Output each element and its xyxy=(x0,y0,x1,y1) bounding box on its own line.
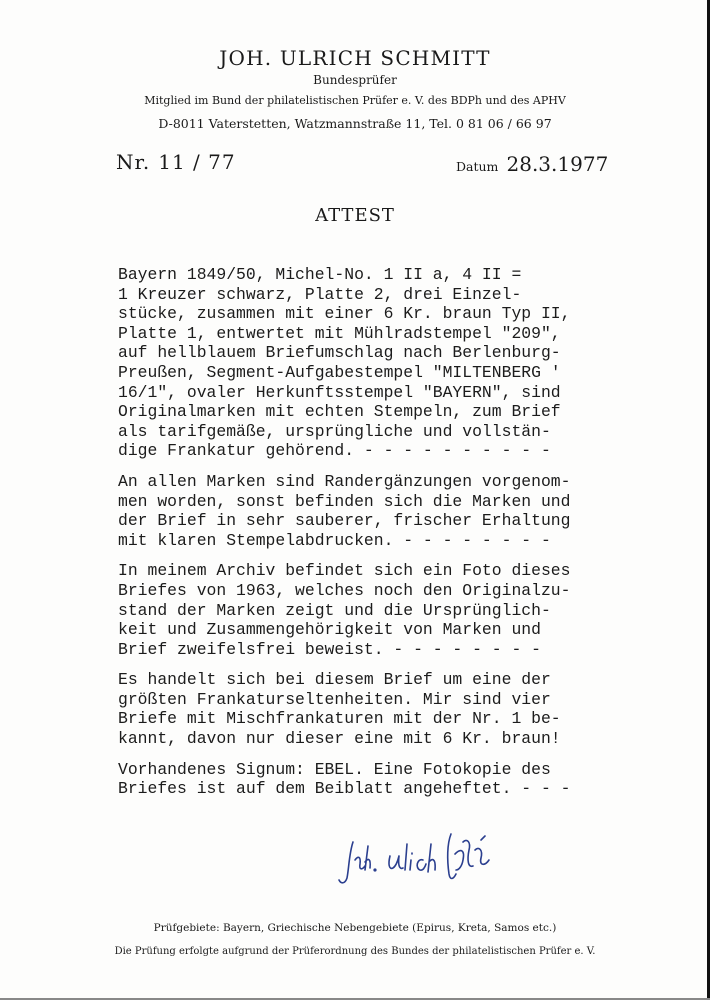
attest-line: Vorhandenes Signum: EBEL. Eine Fotokopie des xyxy=(118,759,551,779)
date-value: 28.3.1977 xyxy=(506,152,609,176)
attest-line: Preußen, Segment-Aufgabestempel "MILTENBERG ' xyxy=(118,362,561,382)
attest-body xyxy=(118,265,698,810)
handwritten-signature xyxy=(335,820,505,890)
attest-line: dige Frankatur gehörend. - - - - - - - - - - xyxy=(118,441,551,461)
certificate-date xyxy=(456,152,608,176)
attest-line: In meinem Archiv befindet sich ein Foto dieses xyxy=(118,561,571,581)
attest-line: 1 Kreuzer schwarz, Platte 2, drei Einzel- xyxy=(118,284,522,304)
issuer-name: JOH. ULRICH SCHMITT xyxy=(219,46,491,70)
certificate-number xyxy=(116,150,236,174)
attest-paragraph xyxy=(118,472,698,550)
attest-line: Brief zweifelsfrei beweist. - - - - - - - - xyxy=(118,639,541,659)
attest-paragraph xyxy=(118,265,698,461)
date-label: Datum xyxy=(456,159,499,174)
issuer-role: Bundesprüfer xyxy=(313,73,397,87)
attest-line: Bayern 1849/50, Michel-No. 1 II a, 4 II = xyxy=(118,265,522,284)
attest-line: Originalmarken mit echten Stempeln, zum Brief xyxy=(118,402,561,422)
attest-paragraph xyxy=(118,760,698,799)
issuer-membership: Mitglied im Bund der philatelistischen Prüfer e. V. des BDPh und des APHV xyxy=(144,94,566,107)
attest-line: als tarifgemäße, ursprüngliche und vollstän- xyxy=(118,421,551,441)
attest-line: Briefe mit Mischfrankaturen mit der Nr. 1 be- xyxy=(118,709,561,729)
attest-paragraph xyxy=(118,561,698,659)
attest-line: stand der Marken zeigt und die Ursprünglich- xyxy=(118,600,551,620)
certificate-number-value: 11 / 77 xyxy=(158,150,236,174)
attest-paragraph xyxy=(118,670,698,748)
attest-line: kannt, davon nur dieser eine mit 6 Kr. braun! xyxy=(118,729,561,749)
attest-line: größten Frankaturseltenheiten. Mir sind vier xyxy=(118,689,551,709)
document-title: ATTEST xyxy=(315,205,395,226)
attest-line: men worden, sonst befinden sich die Marken und xyxy=(118,491,571,511)
certificate-number-label: Nr. xyxy=(116,150,151,174)
attest-line: Briefes ist auf dem Beiblatt angeheftet. - - - xyxy=(118,779,571,799)
attest-line: mit klaren Stempelabdrucken. - - - - - - - - xyxy=(118,530,551,550)
footer-regulation: Die Prüfung erfolgte aufgrund der Prüferordnung des Bundes der philatelistischen Prüfer e. V. xyxy=(114,946,596,957)
footer-test-areas: Prüfgebiete: Bayern, Griechische Nebengebiete (Epirus, Kreta, Samos etc.) xyxy=(153,922,557,934)
attest-line: Platte 1, entwertet mit Mühlradstempel "209", xyxy=(118,323,561,343)
attest-line: An allen Marken sind Randergänzungen vorgenom- xyxy=(118,471,571,491)
attest-line: 16/1", ovaler Herkunftsstempel "BAYERN", sind xyxy=(118,382,561,402)
attest-line: stücke, zusammen mit einer 6 Kr. braun Typ II, xyxy=(118,304,571,324)
attest-line: auf hellblauem Briefumschlag nach Berlenburg- xyxy=(118,343,561,363)
attest-line: der Brief in sehr sauberer, frischer Erhaltung xyxy=(118,511,571,531)
attest-line: Briefes von 1963, welches noch den Originalzu- xyxy=(118,580,571,600)
attest-line: Es handelt sich bei diesem Brief um eine der xyxy=(118,670,551,690)
issuer-address: D-8011 Vaterstetten, Watzmannstraße 11, Tel. 0 81 06 / 66 97 xyxy=(158,116,552,131)
attest-line: keit und Zusammengehörigkeit von Marken und xyxy=(118,620,541,640)
